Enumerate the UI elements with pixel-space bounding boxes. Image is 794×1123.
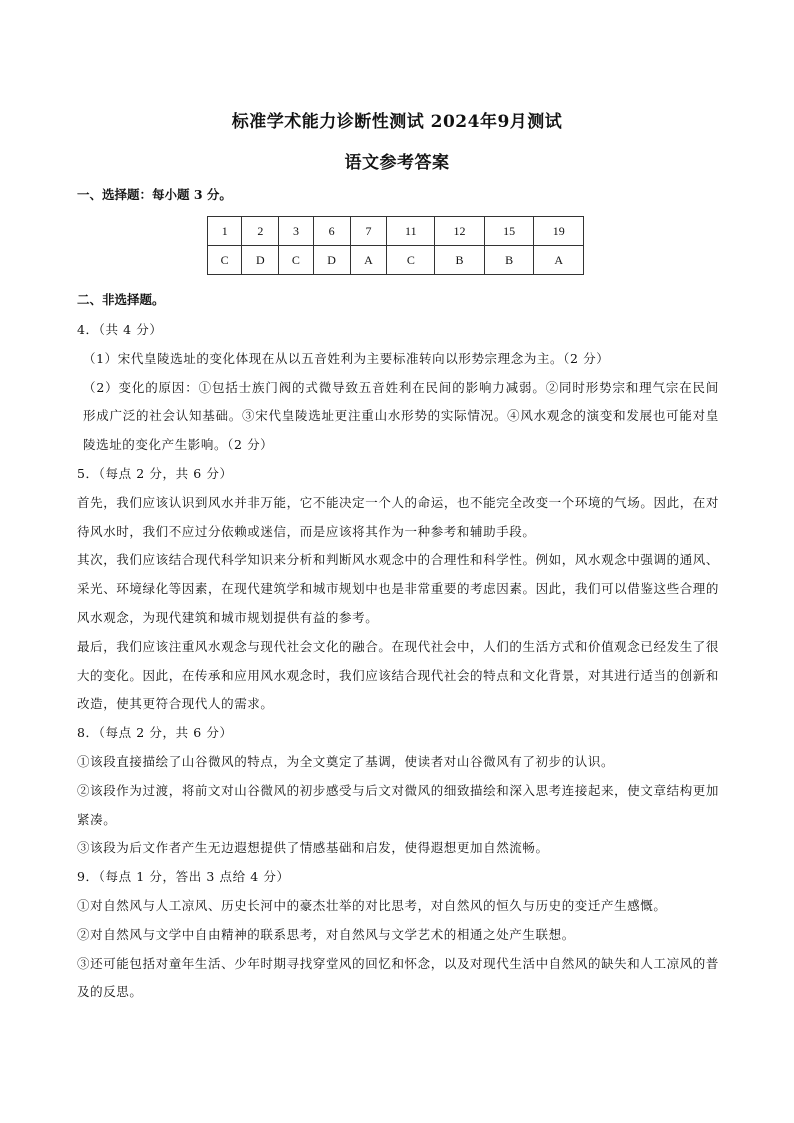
question-number-row (208, 217, 584, 246)
q4-header: 4．（共 4 分） (77, 322, 163, 337)
section-1-heading: 一、选择题：每小题 3 分。 (77, 187, 232, 202)
q8-answer-3: ③该段为后文作者产生无边遐想提供了情感基础和启发，使得遐想更加自然流畅。 (77, 840, 549, 856)
page-subtitle: 语文参考答案 (344, 153, 450, 173)
q4-answer-2: （2）变化的原因：①包括士族门阀的式微导致五音姓利在民间的影响力减弱。②同时形势宗和理气宗在民间形成广泛的社会认知基础。③宋代皇陵选址更注重山水形势的实际情况。④风水观念的演变和发展也可能对皇陵选址的变化产生影响。（2 分） (83, 379, 719, 453)
answer-cell: A (350, 246, 387, 275)
section-2-heading: 二、非选择题。 (77, 292, 165, 307)
q5-header: 5．（每点 2 分，共 6 分） (77, 465, 233, 481)
answer-cell: B (435, 246, 485, 275)
q9-answer-3: ③还可能包括对童年生活、少年时期寻找穿堂风的回忆和怀念，以及对现代生活中自然风的缺失和人工凉风的普及的反思。 (77, 955, 719, 1000)
q9-answer-1: ①对自然风与人工凉风、历史长河中的豪杰壮举的对比思考，对自然风的恒久与历史的变迁产生感慨。 (77, 897, 667, 913)
answer-cell: B (484, 246, 534, 275)
answer-cell: A (534, 246, 584, 275)
q5-answer-3: 最后，我们应该注重风水观念与现代社会文化的融合。在现代社会中，人们的生活方式和价值观念已经发生了很大的变化。因此，在传承和应用风水观念时，我们应该结合现代社会的特点和文化背景，对其进行适当的创新和改造，使其更符合现代人的需求。 (77, 638, 719, 712)
question-number-cell: 15 (484, 217, 534, 246)
q5-answer-2: 其次，我们应该结合现代科学知识来分析和判断风水观念中的合理性和科学性。例如，风水观念中强调的通风、采光、环境绿化等因素，在现代建筑学和城市规划中也是非常重要的考虑因素。因此，我们可以借鉴这些合理的风水观念，为现代建筑和城市规划提供有益的参考。 (77, 552, 719, 625)
q9-answer-2: ②对自然风与文学中自由精神的联系思考，对自然风与文学艺术的相通之处产生联想。 (77, 926, 575, 942)
answer-body (77, 316, 719, 1007)
q5-answer-1: 首先，我们应该认识到风水并非万能，它不能决定一个人的命运，也不能完全改变一个环境的气场。因此，在对待风水时，我们不应过分依赖或迷信，而是应该将其作为一种参考和辅助手段。 (77, 494, 719, 539)
answer-cell: C (279, 246, 313, 275)
question-number-cell: 3 (279, 217, 313, 246)
question-number-cell: 6 (313, 217, 350, 246)
answer-table (207, 216, 584, 275)
question-number-cell: 11 (387, 217, 435, 246)
question-number-cell: 2 (242, 217, 279, 246)
question-number-cell: 12 (435, 217, 485, 246)
question-number-cell: 19 (534, 217, 584, 246)
answer-cell: C (208, 246, 242, 275)
q8-answer-2: ②该段作为过渡，将前文对山谷微风的初步感受与后文对微风的细致描绘和深入思考连接起来，使文章结构更加紧凑。 (77, 782, 719, 827)
answer-cell: D (242, 246, 279, 275)
answer-cell: D (313, 246, 350, 275)
page-title: 标准学术能力诊断性测试 2024年9月测试 (231, 112, 563, 132)
answer-row (208, 246, 584, 275)
q8-answer-1: ①该段直接描绘了山谷微风的特点，为全文奠定了基调，使读者对山谷微风有了初步的认识。 (77, 753, 615, 769)
question-number-cell: 1 (208, 217, 242, 246)
q8-header: 8．（每点 2 分，共 6 分） (77, 725, 233, 741)
q9-header: 9．（每点 1 分，答出 3 点给 4 分） (77, 869, 290, 885)
q4-answer-1: （1）宋代皇陵选址的变化体现在从以五音姓利为主要标准转向以形势宗理念为主。（2 分） (83, 350, 610, 366)
question-number-cell: 7 (350, 217, 387, 246)
answer-cell: C (387, 246, 435, 275)
